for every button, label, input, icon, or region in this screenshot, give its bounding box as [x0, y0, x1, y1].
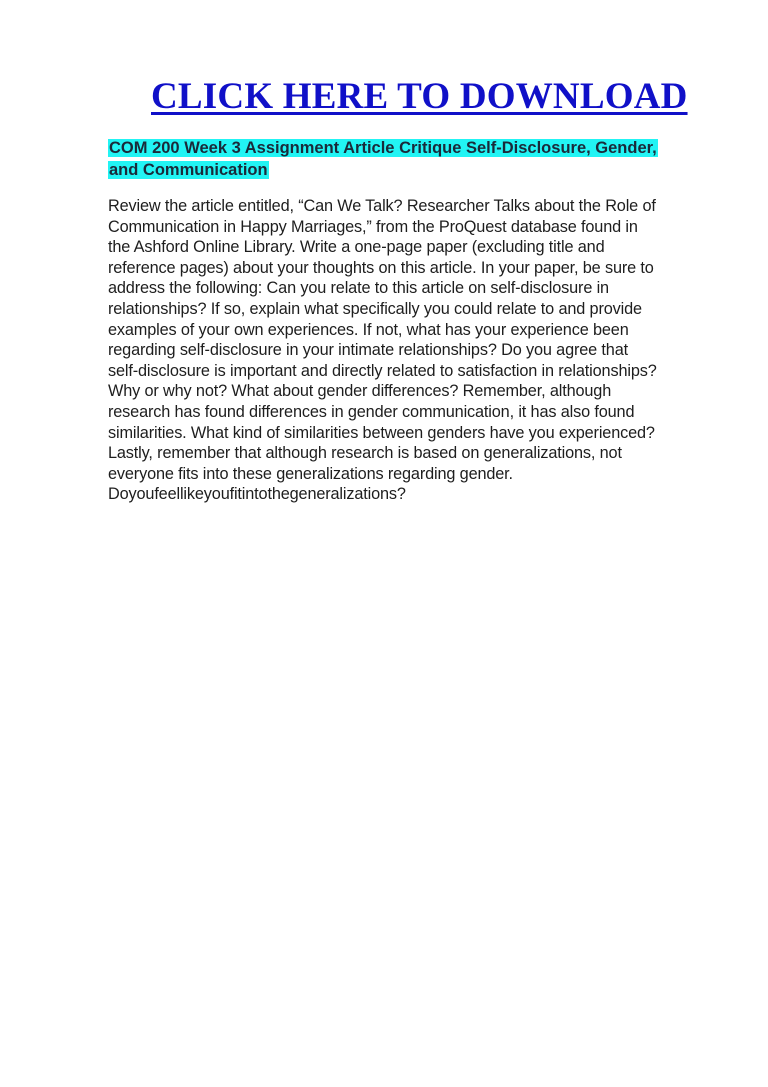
body-line: Why or why not? What about gender differences? Remember, although	[108, 382, 612, 401]
body-line: similarities. What kind of similarities between genders have you experienced?	[108, 423, 655, 442]
body-line: examples of your own experiences. If not, what has your experience been	[108, 320, 629, 339]
assignment-heading	[108, 137, 658, 181]
body-line: Lastly, remember that although research is based on generalizations, not	[108, 444, 622, 463]
body-line: the Ashford Online Library. Write a one-page paper (excluding title and	[108, 238, 605, 257]
body-line: regarding self-disclosure in your intimate relationships? Do you agree that	[108, 341, 628, 360]
body-line: Doyoufeellikeyoufitintothegeneralizations?	[108, 485, 406, 504]
heading-highlight: and Communication	[109, 161, 268, 179]
download-link[interactable]: CLICK HERE TO DOWNLOAD	[151, 76, 688, 117]
body-line: research has found differences in gender communication, it has also found	[108, 402, 635, 421]
body-line: self-disclosure is important and directly related to satisfaction in relationships?	[108, 361, 657, 380]
assignment-description	[108, 196, 657, 505]
heading-highlight: COM 200 Week 3 Assignment Article Critique Self-Disclosure, Gender,	[109, 139, 657, 157]
body-line: reference pages) about your thoughts on this article. In your paper, be sure to	[108, 258, 654, 277]
body-line: address the following: Can you relate to this article on self-disclosure in	[108, 279, 609, 298]
body-line: everyone fits into these generalizations regarding gender.	[108, 464, 513, 483]
body-line: Communication in Happy Marriages,” from the ProQuest database found in	[108, 217, 638, 236]
body-line: Review the article entitled, “Can We Talk? Researcher Talks about the Role of	[108, 197, 656, 215]
body-line: relationships? If so, explain what specifically you could relate to and provide	[108, 299, 642, 318]
heading-line	[108, 137, 658, 159]
heading-line	[108, 159, 658, 181]
